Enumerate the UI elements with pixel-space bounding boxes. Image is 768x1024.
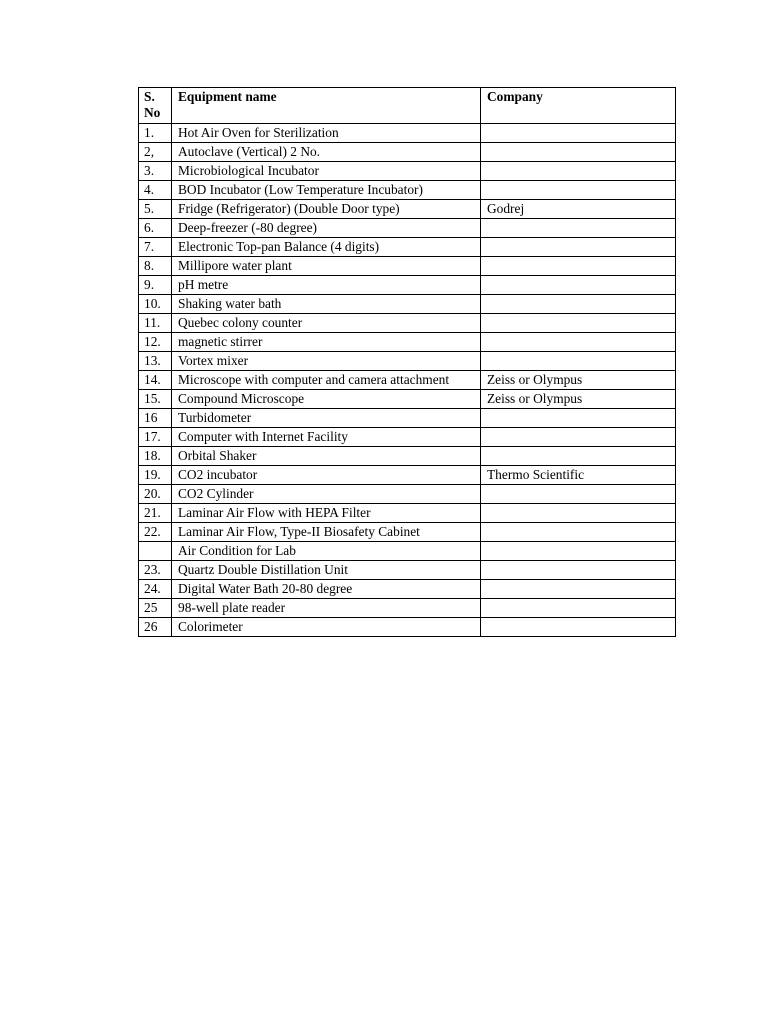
table-row	[139, 124, 676, 143]
table-row	[139, 333, 676, 352]
cell-sno: 11.	[139, 314, 172, 333]
cell-sno: 6.	[139, 219, 172, 238]
equipment-table	[138, 87, 676, 637]
table-row	[139, 504, 676, 523]
cell-sno: 4.	[139, 181, 172, 200]
table-row	[139, 409, 676, 428]
cell-sno: 26	[139, 618, 172, 637]
cell-equipment-name: Quebec colony counter	[172, 314, 481, 333]
cell-company	[481, 523, 676, 542]
cell-sno: 22.	[139, 523, 172, 542]
cell-sno: 12.	[139, 333, 172, 352]
cell-equipment-name: Compound Microscope	[172, 390, 481, 409]
cell-sno: 18.	[139, 447, 172, 466]
cell-equipment-name: Autoclave (Vertical) 2 No.	[172, 143, 481, 162]
table-row	[139, 143, 676, 162]
cell-equipment-name: Millipore water plant	[172, 257, 481, 276]
cell-sno: 24.	[139, 580, 172, 599]
cell-company	[481, 485, 676, 504]
cell-company	[481, 618, 676, 637]
cell-company	[481, 181, 676, 200]
cell-sno: 7.	[139, 238, 172, 257]
cell-equipment-name: Quartz Double Distillation Unit	[172, 561, 481, 580]
table-row	[139, 200, 676, 219]
cell-company: Thermo Scientific	[481, 466, 676, 485]
table-row	[139, 599, 676, 618]
cell-sno: 5.	[139, 200, 172, 219]
cell-sno: 13.	[139, 352, 172, 371]
cell-sno: 3.	[139, 162, 172, 181]
cell-equipment-name: Laminar Air Flow, Type-II Biosafety Cabinet	[172, 523, 481, 542]
table-row	[139, 295, 676, 314]
table-row	[139, 314, 676, 333]
cell-sno	[139, 542, 172, 561]
cell-equipment-name: Vortex mixer	[172, 352, 481, 371]
cell-company	[481, 409, 676, 428]
table-row	[139, 618, 676, 637]
cell-company	[481, 333, 676, 352]
cell-company: Godrej	[481, 200, 676, 219]
cell-equipment-name: magnetic stirrer	[172, 333, 481, 352]
table-row	[139, 542, 676, 561]
table-row	[139, 371, 676, 390]
cell-equipment-name: Colorimeter	[172, 618, 481, 637]
cell-company	[481, 143, 676, 162]
cell-company	[481, 580, 676, 599]
cell-sno: 2,	[139, 143, 172, 162]
cell-company	[481, 504, 676, 523]
cell-sno: 9.	[139, 276, 172, 295]
cell-sno: 1.	[139, 124, 172, 143]
cell-sno: 8.	[139, 257, 172, 276]
cell-sno: 15.	[139, 390, 172, 409]
cell-sno: 17.	[139, 428, 172, 447]
table-row	[139, 447, 676, 466]
cell-company	[481, 542, 676, 561]
cell-company	[481, 428, 676, 447]
cell-equipment-name: Deep-freezer (-80 degree)	[172, 219, 481, 238]
cell-company	[481, 124, 676, 143]
table-header-row	[139, 88, 676, 124]
header-equipment-name: Equipment name	[172, 88, 481, 124]
cell-sno: 10.	[139, 295, 172, 314]
cell-sno: 20.	[139, 485, 172, 504]
cell-company	[481, 238, 676, 257]
cell-company	[481, 276, 676, 295]
cell-equipment-name: Air Condition for Lab	[172, 542, 481, 561]
cell-equipment-name: Fridge (Refrigerator) (Double Door type)	[172, 200, 481, 219]
cell-equipment-name: Shaking water bath	[172, 295, 481, 314]
cell-equipment-name: Orbital Shaker	[172, 447, 481, 466]
cell-equipment-name: Microscope with computer and camera attachment	[172, 371, 481, 390]
table-row	[139, 428, 676, 447]
table-row	[139, 390, 676, 409]
table-row	[139, 219, 676, 238]
cell-equipment-name: 98-well plate reader	[172, 599, 481, 618]
cell-sno: 14.	[139, 371, 172, 390]
cell-company	[481, 599, 676, 618]
cell-company: Zeiss or Olympus	[481, 390, 676, 409]
table-row	[139, 181, 676, 200]
cell-company	[481, 314, 676, 333]
table-row	[139, 561, 676, 580]
cell-equipment-name: Laminar Air Flow with HEPA Filter	[172, 504, 481, 523]
cell-company	[481, 219, 676, 238]
cell-sno: 23.	[139, 561, 172, 580]
cell-company	[481, 447, 676, 466]
cell-company	[481, 561, 676, 580]
cell-equipment-name: CO2 Cylinder	[172, 485, 481, 504]
table-row	[139, 485, 676, 504]
table-row	[139, 238, 676, 257]
cell-equipment-name: Computer with Internet Facility	[172, 428, 481, 447]
cell-sno: 16	[139, 409, 172, 428]
cell-equipment-name: pH metre	[172, 276, 481, 295]
cell-sno: 25	[139, 599, 172, 618]
table-row	[139, 580, 676, 599]
cell-sno: 19.	[139, 466, 172, 485]
cell-equipment-name: Digital Water Bath 20-80 degree	[172, 580, 481, 599]
table-row	[139, 276, 676, 295]
cell-sno: 21.	[139, 504, 172, 523]
cell-company	[481, 257, 676, 276]
table-row	[139, 257, 676, 276]
cell-company: Zeiss or Olympus	[481, 371, 676, 390]
table-row	[139, 162, 676, 181]
cell-equipment-name: BOD Incubator (Low Temperature Incubator)	[172, 181, 481, 200]
cell-equipment-name: CO2 incubator	[172, 466, 481, 485]
cell-equipment-name: Hot Air Oven for Sterilization	[172, 124, 481, 143]
table-body	[139, 124, 676, 637]
cell-equipment-name: Microbiological Incubator	[172, 162, 481, 181]
table-row	[139, 523, 676, 542]
cell-company	[481, 352, 676, 371]
table-row	[139, 466, 676, 485]
cell-company	[481, 162, 676, 181]
table-row	[139, 352, 676, 371]
header-company: Company	[481, 88, 676, 124]
cell-equipment-name: Electronic Top-pan Balance (4 digits)	[172, 238, 481, 257]
cell-company	[481, 295, 676, 314]
cell-equipment-name: Turbidometer	[172, 409, 481, 428]
header-sno: S. No	[139, 88, 172, 124]
